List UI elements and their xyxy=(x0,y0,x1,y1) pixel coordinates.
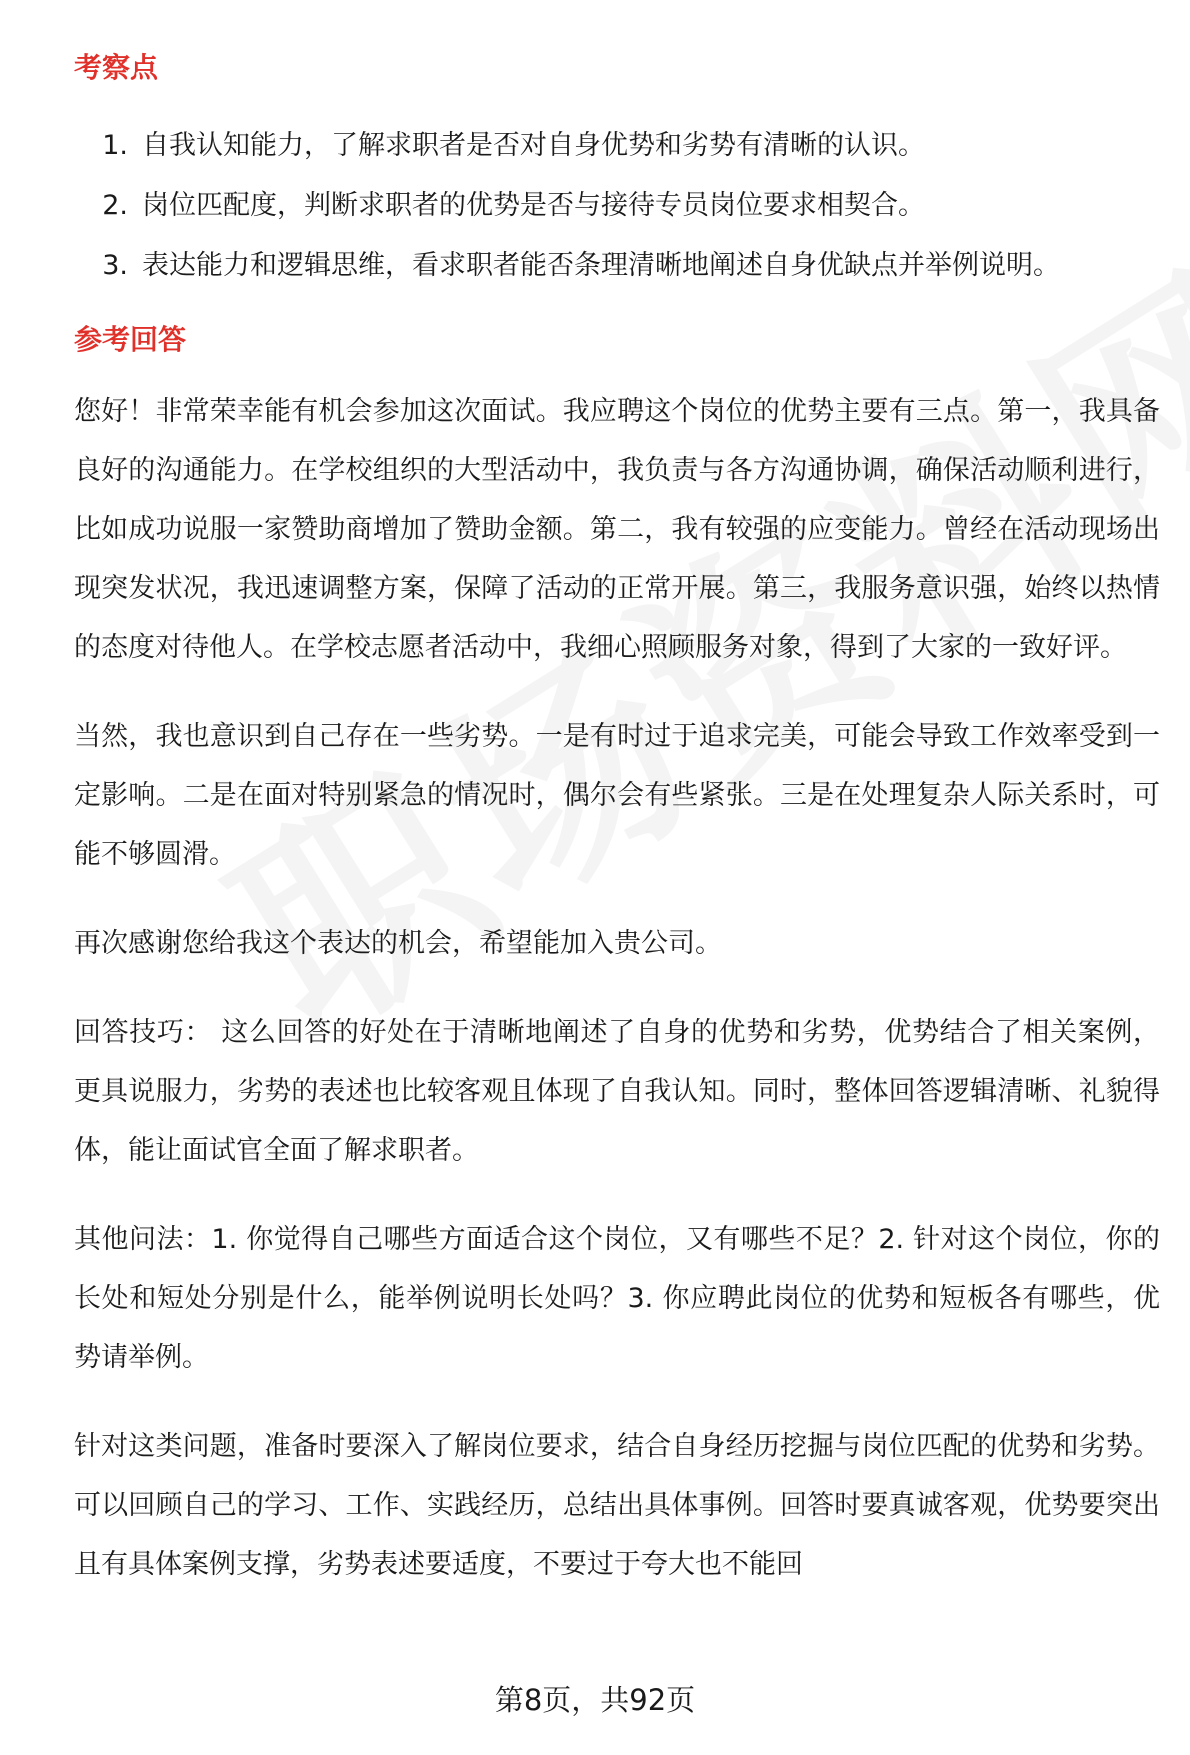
answer-paragraph: 您好！非常荣幸能有机会参加这次面试。我应聘这个岗位的优势主要有三点。第一，我具备良好的沟通能力。在学校组织的大型活动中，我负责与各方沟通协调，确保活动顺利进行，比如成功说服一家赞助商增加了赞助金额。第二，我有较强的应变能力。曾经在活动现场出现突发状况，我迅速调整方案，保障了活动的正常开展。第三，我服务意识强，始终以热情的态度对待他人。在学校志愿者活动中，我细心照顾服务对象，得到了大家的一致好评。 xyxy=(74,396,1160,663)
list-item xyxy=(74,236,1164,296)
alternative-questions-paragraph: 其他问法：1. 你觉得自己哪些方面适合这个岗位，又有哪些不足？2. 针对这个岗位，你的长处和短处分别是什么，能举例说明长处吗？3. 你应聘此岗位的优势和短板各有哪些，优势请举例。 xyxy=(74,1224,1160,1373)
preparation-advice-paragraph: 针对这类问题，准备时要深入了解岗位要求，结合自身经历挖掘与岗位匹配的优势和劣势。可以回顾自己的学习、工作、实践经历，总结出具体事例。回答时要真诚客观，优势要突出且有具体案例支撑，劣势表述要适度，不要过于夸大也不能回 xyxy=(74,1431,1160,1580)
list-item xyxy=(74,116,1164,176)
tips-paragraph: 回答技巧： 这么回答的好处在于清晰地阐述了自身的优势和劣势，优势结合了相关案例，更具说服力，劣势的表述也比较客观且体现了自我认知。同时，整体回答逻辑清晰、礼貌得体，能让面试官全面了解求职者。 xyxy=(74,1017,1160,1166)
list-item-text: 自我认知能力，了解求职者是否对自身优势和劣势有清晰的认识。 xyxy=(142,130,925,161)
list-item xyxy=(74,176,1164,236)
list-item-number: 3. xyxy=(102,250,128,281)
list-item-number: 2. xyxy=(102,190,128,221)
page-content xyxy=(74,48,1164,1594)
section-heading-points: 考察点 xyxy=(74,51,159,84)
list-item-text: 表达能力和逻辑思维，看求职者能否条理清晰地阐述自身优缺点并举例说明。 xyxy=(142,250,1060,281)
answer-paragraph: 当然，我也意识到自己存在一些劣势。一是有时过于追求完美，可能会导致工作效率受到一定影响。二是在面对特别紧急的情况时，偶尔会有些紧张。三是在处理复杂人际关系时，可能不够圆滑。 xyxy=(74,721,1160,870)
section-heading-answer: 参考回答 xyxy=(74,323,187,356)
answer-paragraph: 再次感谢您给我这个表达的机会，希望能加入贵公司。 xyxy=(74,928,722,959)
list-item-number: 1. xyxy=(102,130,128,161)
points-list xyxy=(74,116,1164,296)
list-item-text: 岗位匹配度，判断求职者的优势是否与接待专员岗位要求相契合。 xyxy=(142,190,925,221)
page-number: 第8页，共92页 xyxy=(494,1683,696,1717)
